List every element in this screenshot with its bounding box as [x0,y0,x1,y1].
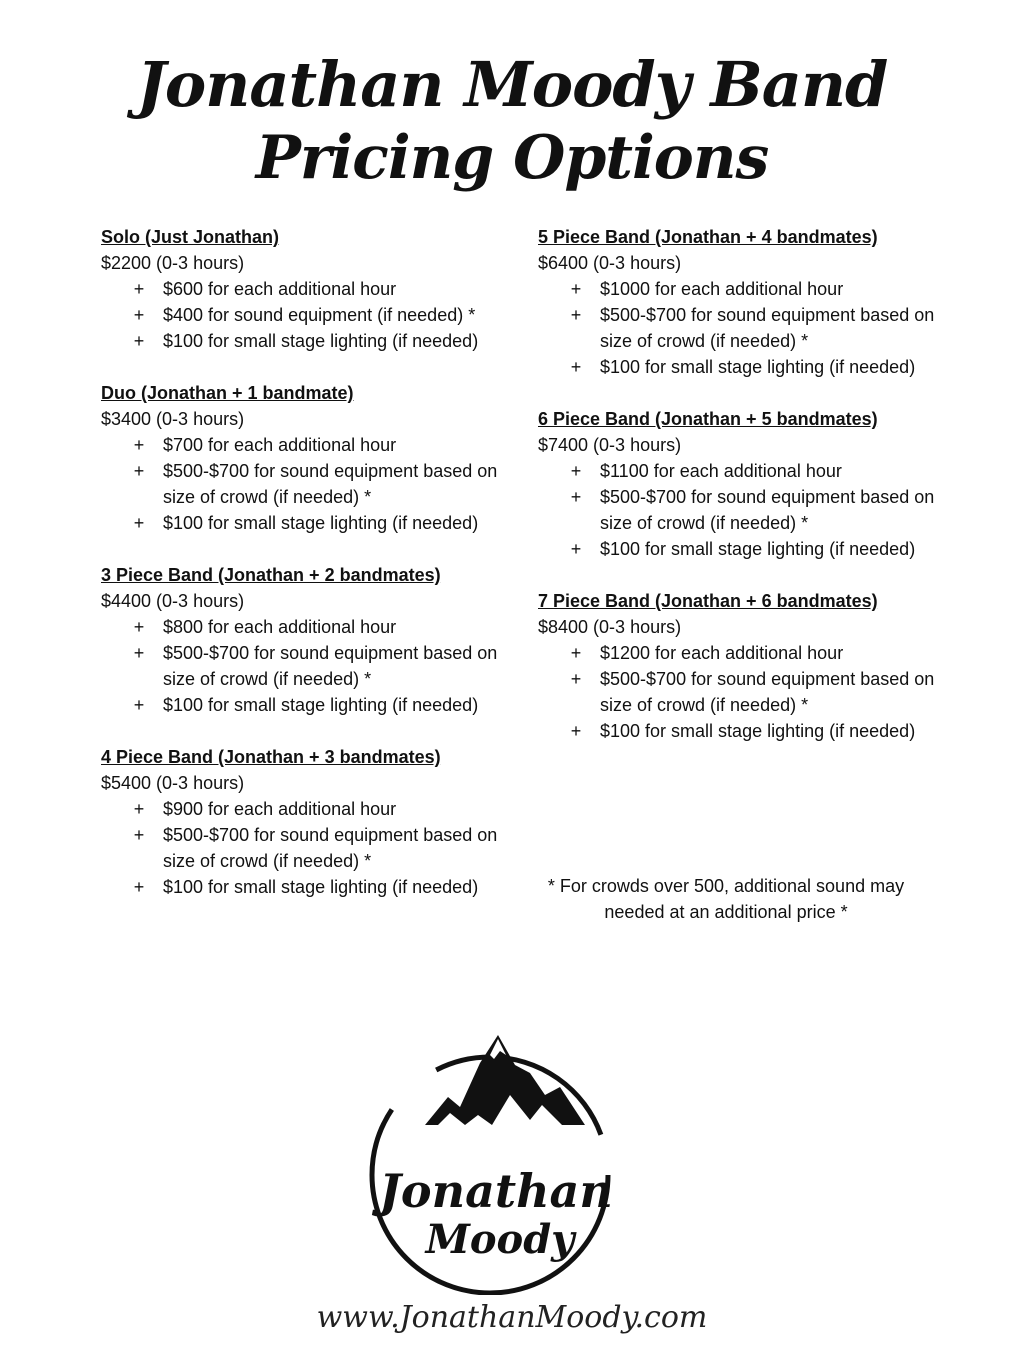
plus-icon: + [570,487,582,507]
base-price: $5400 (0-3 hours) [101,773,245,793]
addon-item [538,666,938,718]
addon-text: $500-$700 for sound equipment based on size of crowd (if needed) * [163,461,498,507]
section-heading: 3 Piece Band (Jonathan + 2 bandmates) [101,565,441,585]
plus-icon: + [570,305,582,325]
mountain-logo-icon [330,1025,650,1295]
plus-icon: + [133,279,145,299]
addon-text: $600 for each additional hour [163,279,397,299]
base-price: $8400 (0-3 hours) [538,617,682,637]
plus-icon: + [133,461,145,481]
addon-item [101,432,501,458]
addon-text: $1200 for each additional hour [600,643,844,663]
addon-item [101,458,501,510]
addon-list [538,640,938,744]
addon-text: $1100 for each additional hour [600,461,842,481]
addon-item [538,458,938,484]
pricing-section [538,224,938,380]
addon-text: $700 for each additional hour [163,435,397,455]
addon-item [538,302,938,354]
section-heading: Duo (Jonathan + 1 bandmate) [101,383,354,403]
addon-item [101,302,501,328]
addon-list [538,458,938,562]
section-heading: Solo (Just Jonathan) [101,227,280,247]
logo-text-last: Moody [425,1216,575,1263]
addon-text: $100 for small stage lighting (if needed) [600,721,916,741]
plus-icon: + [133,513,145,533]
pricing-column-left [101,224,501,926]
pricing-section [101,224,501,354]
addon-text: $900 for each additional hour [163,799,397,819]
addon-item [538,640,938,666]
base-price: $4400 (0-3 hours) [101,591,245,611]
plus-icon: + [133,877,145,897]
addon-item [538,536,938,562]
addon-item [101,328,501,354]
addon-item [101,796,501,822]
addon-text: $500-$700 for sound equipment based on size of crowd (if needed) * [600,305,935,351]
addon-item [538,718,938,744]
addon-list [101,432,501,536]
section-heading: 6 Piece Band (Jonathan + 5 bandmates) [538,409,878,429]
section-heading: 5 Piece Band (Jonathan + 4 bandmates) [538,227,878,247]
plus-icon: + [570,643,582,663]
addon-text: $500-$700 for sound equipment based on size of crowd (if needed) * [600,487,935,533]
addon-text: $500-$700 for sound equipment based on size of crowd (if needed) * [163,825,498,871]
page-subtitle: Pricing Options [255,123,769,193]
addon-item [538,484,938,536]
plus-icon: + [133,617,145,637]
plus-icon: + [133,825,145,845]
addon-item [538,354,938,380]
plus-icon: + [570,669,582,689]
plus-icon: + [133,695,145,715]
addon-list [101,276,501,354]
plus-icon: + [570,539,582,559]
plus-icon: + [570,461,582,481]
base-price: $7400 (0-3 hours) [538,435,682,455]
plus-icon: + [570,279,582,299]
addon-item [101,276,501,302]
addon-item [101,614,501,640]
website-url: www.JonathanMoody.com [316,1300,708,1335]
plus-icon: + [133,331,145,351]
addon-text: $800 for each additional hour [163,617,397,637]
section-heading: 7 Piece Band (Jonathan + 6 bandmates) [538,591,878,611]
addon-list [538,276,938,380]
logo-text-first: Jonathan [379,1164,613,1218]
addon-item [101,510,501,536]
addon-text: $500-$700 for sound equipment based on size of crowd (if needed) * [163,643,498,689]
footnote: * For crowds over 500, additional sound may needed at an additional price * [547,876,905,922]
plus-icon: + [570,721,582,741]
addon-text: $400 for sound equipment (if needed) * [163,305,476,325]
pricing-column-right [538,224,938,770]
plus-icon: + [133,305,145,325]
plus-icon: + [133,799,145,819]
addon-text: $100 for small stage lighting (if needed) [163,513,479,533]
pricing-section [101,744,501,900]
addon-text: $100 for small stage lighting (if needed) [600,357,916,377]
addon-item [101,692,501,718]
pricing-section [538,588,938,744]
addon-item [538,276,938,302]
addon-text: $100 for small stage lighting (if needed) [600,539,916,559]
page-title: Jonathan Moody Band [136,48,888,121]
pricing-section [101,380,501,536]
addon-list [101,796,501,900]
addon-text: $1000 for each additional hour [600,279,844,299]
plus-icon: + [570,357,582,377]
addon-list [101,614,501,718]
plus-icon: + [133,643,145,663]
pricing-section [538,406,938,562]
addon-text: $500-$700 for sound equipment based on size of crowd (if needed) * [600,669,935,715]
addon-item [101,640,501,692]
addon-text: $100 for small stage lighting (if needed) [163,331,479,351]
addon-text: $100 for small stage lighting (if needed) [163,695,479,715]
addon-text: $100 for small stage lighting (if needed) [163,877,479,897]
base-price: $3400 (0-3 hours) [101,409,245,429]
pricing-section [101,562,501,718]
base-price: $2200 (0-3 hours) [101,253,245,273]
addon-item [101,822,501,874]
base-price: $6400 (0-3 hours) [538,253,682,273]
section-heading: 4 Piece Band (Jonathan + 3 bandmates) [101,747,441,767]
addon-item [101,874,501,900]
plus-icon: + [133,435,145,455]
